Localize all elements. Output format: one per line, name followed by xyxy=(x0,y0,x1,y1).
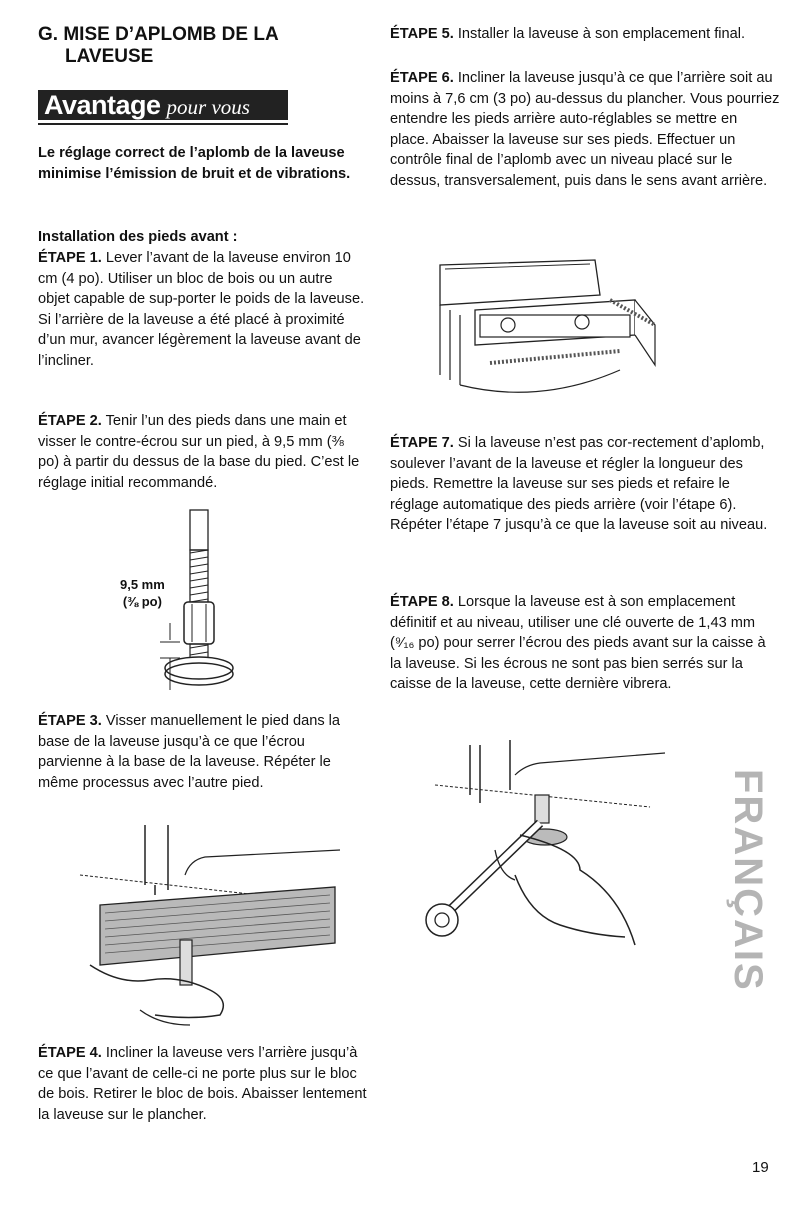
washer-level-illustration xyxy=(420,255,710,415)
measurement-mm: 9,5 mm xyxy=(120,577,165,592)
step-1 xyxy=(38,248,368,371)
step-8-text: Lorsque la laveuse est à son emplacement définitif et au niveau, utiliser une clé ouverte de 1,43 mm (⁹⁄₁₆ po) pour serrer l’écrou des pieds avant sur la caisse à la laveuse. Si les écrous ne sont pas bien serrés sur la caisse de la laveuse, cette dernière vibrera. xyxy=(390,594,766,692)
wood-block-illustration xyxy=(60,815,360,1030)
step-6-label: ÉTAPE 6. xyxy=(390,70,454,86)
banner-suffix: pour vous xyxy=(166,95,250,119)
wrench-illustration xyxy=(420,735,670,975)
measurement-label xyxy=(120,576,165,610)
step-3-text: Visser manuellement le pied dans la base de la laveuse jusqu’à ce que l’écrou parvienne à la base de la laveuse. Répéter le même processus avec l’autre pied. xyxy=(38,713,341,791)
step-4 xyxy=(38,1043,368,1125)
step-7 xyxy=(390,433,780,536)
banner-word: Avantage xyxy=(44,90,161,120)
step-1-label: ÉTAPE 1. xyxy=(38,250,102,266)
step-4-label: ÉTAPE 4. xyxy=(38,1045,102,1061)
step-3-label: ÉTAPE 3. xyxy=(38,713,102,729)
step-2-text: Tenir l’un des pieds dans une main et visser le contre-écrou sur un pied, à 9,5 mm (⅜ po) à partir du dessus de la base du pied. C’est le réglage initial recommandé. xyxy=(38,413,360,491)
heading-line-1: G. MISE D’APLOMB DE LA xyxy=(38,24,279,45)
intro-paragraph: Le réglage correct de l’aplomb de la laveuse minimise l’émission de bruit et de vibrations. xyxy=(38,145,351,182)
step-5 xyxy=(390,24,780,45)
avantage-banner xyxy=(38,90,288,120)
step-7-label: ÉTAPE 7. xyxy=(390,435,454,451)
step-6 xyxy=(390,68,780,191)
language-side-tab: FRANÇAIS xyxy=(726,768,770,992)
step-7-text: Si la laveuse n’est pas cor-rectement d’aplomb, soulever l’avant de la laveuse et régler la longueur des pieds. Remettre la laveuse sur ses pieds et refaire le réglage automatique des pieds arrière (voir l’étape 6). Répéter l’étape 7 jusqu’à ce que la laveuse soit au niveau. xyxy=(390,435,768,533)
section-heading xyxy=(38,24,368,68)
heading-line-2: LAVEUSE xyxy=(65,46,154,67)
step-2-label: ÉTAPE 2. xyxy=(38,413,102,429)
page-number: 19 xyxy=(752,1159,769,1176)
leveling-foot-illustration xyxy=(160,508,250,693)
step-2 xyxy=(38,411,368,493)
step-6-text: Incliner la laveuse jusqu’à ce que l’arrière soit au moins à 7,6 cm (3 po) au-dessus du plancher. Vous pourriez entendre les pieds arrière auto-réglables se mettre en place. Abaisser la laveuse sur ses pieds. Effectuer un contrôle final de l’aplomb avec un niveau placé sur le dessus, transversalement, puis dans le sens avant arrière. xyxy=(390,70,780,189)
step-3 xyxy=(38,711,368,793)
step-8-label: ÉTAPE 8. xyxy=(390,594,454,610)
step-4-text: Incliner la laveuse vers l’arrière jusqu’à ce que l’avant de celle-ci ne porte plus sur le bloc de bois. Retirer le bloc de bois. Abaisser lentement la laveuse sur le plancher. xyxy=(38,1045,367,1123)
step-8 xyxy=(390,592,780,695)
install-heading: Installation des pieds avant : xyxy=(38,229,238,245)
step-1-text: Lever l’avant de la laveuse environ 10 cm (4 po). Utiliser un bloc de bois ou un autre objet capable de sup-porter le poids de la laveuse. Si l’arrière de la laveuse a été placé à proximité d’un mur, avancer légèrement la laveuse avant de l’incliner. xyxy=(38,250,365,369)
step-5-text: Installer la laveuse à son emplacement final. xyxy=(453,26,746,42)
step-5-label: ÉTAPE 5. xyxy=(390,26,454,42)
measurement-in: (⅜ po) xyxy=(122,594,162,609)
banner-rule xyxy=(38,123,288,125)
